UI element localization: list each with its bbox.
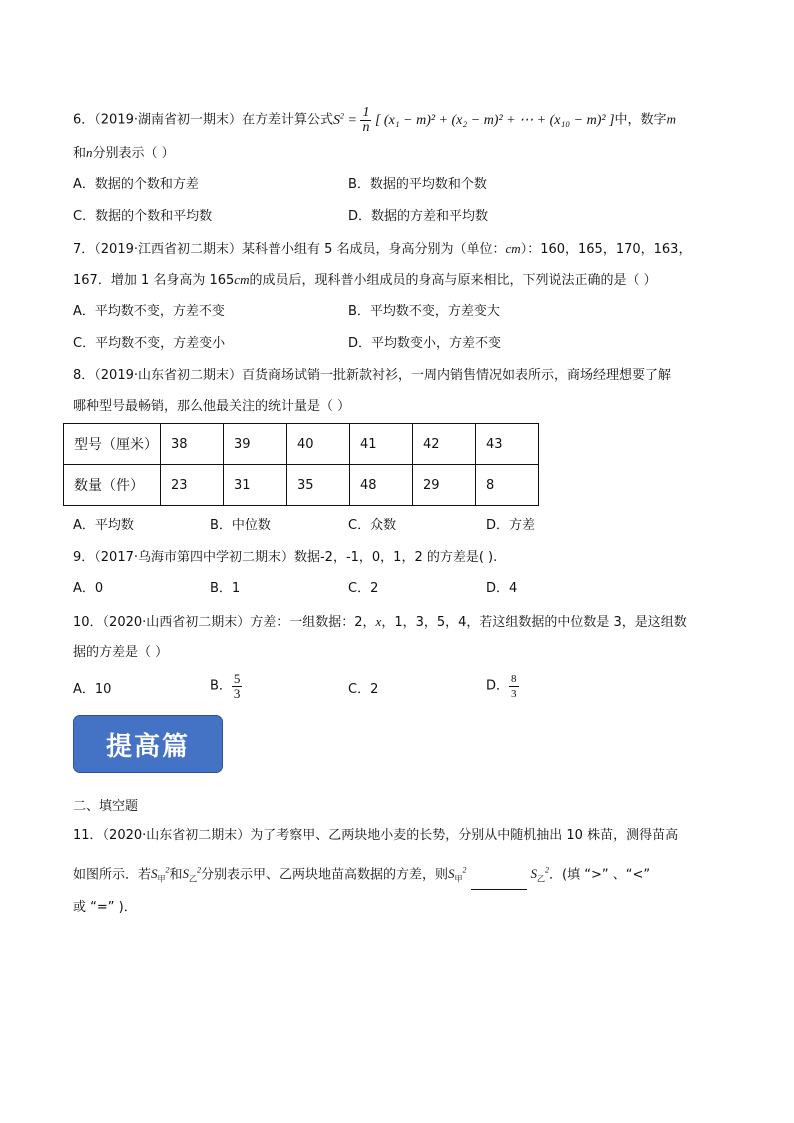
q9-option-b[interactable]: B．1 bbox=[210, 581, 241, 596]
q11-line3: 或 “=” )． bbox=[73, 900, 137, 915]
q6-line1 bbox=[73, 106, 676, 135]
q9-line1: 9．（2017·乌海市第四中学初二期末）数据-2，-1，0，1，2 的方差是( ). bbox=[73, 550, 498, 565]
q10-line2: 据的方差是（ ） bbox=[73, 645, 169, 660]
table-cell: 8 bbox=[476, 465, 539, 506]
q11-line2: 如图所示．若$S_甲^2$和$S_乙^2$分别表示甲、乙两块地苗高数据的方差，则$S_甲^2$ $S_乙^2$．(填 “>” 、“<” bbox=[73, 861, 650, 890]
q10-option-d-frac: $\frac{8}{3}$ bbox=[511, 673, 517, 700]
q9-option-c[interactable]: C．2 bbox=[348, 581, 379, 596]
table-cell: 29 bbox=[413, 465, 476, 506]
q11-s-yi: $S_乙^2$ bbox=[182, 866, 202, 884]
q8-table bbox=[63, 423, 539, 506]
q6-option-b[interactable]: B．数据的平均数和个数 bbox=[348, 177, 487, 192]
table-cell: 41 bbox=[350, 424, 413, 465]
table-cell: 40 bbox=[287, 424, 350, 465]
q8-option-c[interactable]: C．众数 bbox=[348, 518, 397, 533]
q8-option-a[interactable]: A．平均数 bbox=[73, 518, 134, 533]
q6-var-n: n bbox=[86, 145, 93, 160]
q6-formula-sq: 2 bbox=[340, 111, 344, 121]
q10-option-d[interactable]: D． $\frac{8}{3}$ bbox=[486, 673, 517, 700]
q7-unit-2: cm bbox=[234, 272, 250, 287]
q11-line1: 11．（2020·山东省初二期末）为了考察甲、乙两块地小麦的长势，分别从中随机抽出 10 株苗，测得苗高 bbox=[73, 828, 679, 843]
table-cell: 48 bbox=[350, 465, 413, 506]
q6-text-b: 中，数字 bbox=[614, 112, 667, 128]
q7-option-a[interactable]: A．平均数不变，方差不变 bbox=[73, 304, 225, 319]
table-cell: 35 bbox=[287, 465, 350, 506]
section-heading: 二、填空题 bbox=[73, 799, 139, 814]
q11-answer-blank[interactable] bbox=[471, 889, 527, 890]
q7-unit: cm bbox=[505, 241, 521, 256]
q8-option-d[interactable]: D．方差 bbox=[486, 518, 536, 533]
q10-option-b-frac: $\frac{5}{3}$ bbox=[233, 671, 241, 701]
q11-s-yi-2: $S_乙^2$ bbox=[530, 866, 550, 884]
q11-s-jia: $S_甲^2$ bbox=[151, 866, 170, 884]
q9-option-d[interactable]: D．4 bbox=[486, 581, 518, 596]
table-cell: 型号（厘米） bbox=[64, 424, 161, 465]
q10-option-b[interactable]: B． $\frac{5}{3}$ bbox=[210, 671, 241, 701]
q10-line1: 10．（2020·山西省初二期末）方差：一组数据：2，x，1，3，5，4，若这组数据的中位数是 3，是这组数 bbox=[73, 614, 687, 630]
q10-option-a[interactable]: A．10 bbox=[73, 682, 112, 697]
q7-line1: 7．（2019·江西省初二期末）某科普小组有 5 名成员，身高分别为（单位：cm）：160，165，170，163， bbox=[73, 241, 692, 257]
table-cell: 43 bbox=[476, 424, 539, 465]
q10-option-c[interactable]: C．2 bbox=[348, 682, 379, 697]
table-cell: 38 bbox=[161, 424, 224, 465]
q7-option-c[interactable]: C．平均数不变，方差变小 bbox=[73, 336, 226, 351]
table-row bbox=[64, 424, 539, 465]
q6-option-c[interactable]: C．数据的个数和平均数 bbox=[73, 209, 213, 224]
q6-option-a[interactable]: A．数据的个数和方差 bbox=[73, 177, 199, 192]
table-cell: 39 bbox=[224, 424, 287, 465]
q6-formula-frac: $\frac{1}{n}$ bbox=[362, 105, 370, 135]
table-cell: 23 bbox=[161, 465, 224, 506]
q8-line1: 8．（2019·山东省初二期末）百货商场试销一批新款衬衫，一周内销售情况如表所示，商场经理想要了解 bbox=[73, 368, 671, 383]
q8-line2: 哪种型号最畅销，那么他最关注的统计量是（ ） bbox=[73, 399, 351, 414]
q6-text-a: 6．（2019·湖南省初一期末）在方差计算公式 bbox=[73, 112, 333, 128]
q6-line2: 和n分别表示（ ） bbox=[73, 145, 175, 161]
q7-line2: 167．增加 1 名身高为 165cm的成员后，现科普小组成员的身高与原来相比，下列说法正确的是（ ） bbox=[73, 272, 657, 288]
q11-s-jia-2: $S_甲^2$ bbox=[448, 866, 467, 884]
q6-formula: $S^2$ = $\frac{1}{n}$ [ (x₁ − m)² + (x₂ − m)² + ⋯ + (x₁₀ − m)² ] bbox=[333, 105, 615, 135]
table-cell: 31 bbox=[224, 465, 287, 506]
q9-option-a[interactable]: A．0 bbox=[73, 581, 104, 596]
q6-option-d[interactable]: D．数据的方差和平均数 bbox=[348, 209, 489, 224]
q7-option-d[interactable]: D．平均数变小，方差不变 bbox=[348, 336, 502, 351]
table-cell: 42 bbox=[413, 424, 476, 465]
table-row bbox=[64, 465, 539, 506]
q6-var-m: m bbox=[666, 111, 676, 127]
q8-option-b[interactable]: B．中位数 bbox=[210, 518, 271, 533]
table-cell: 数量（件） bbox=[64, 465, 161, 506]
section-banner: 提高篇 bbox=[73, 715, 223, 773]
q7-option-b[interactable]: B．平均数不变，方差变大 bbox=[348, 304, 500, 319]
q10-var-x: x bbox=[375, 614, 382, 629]
